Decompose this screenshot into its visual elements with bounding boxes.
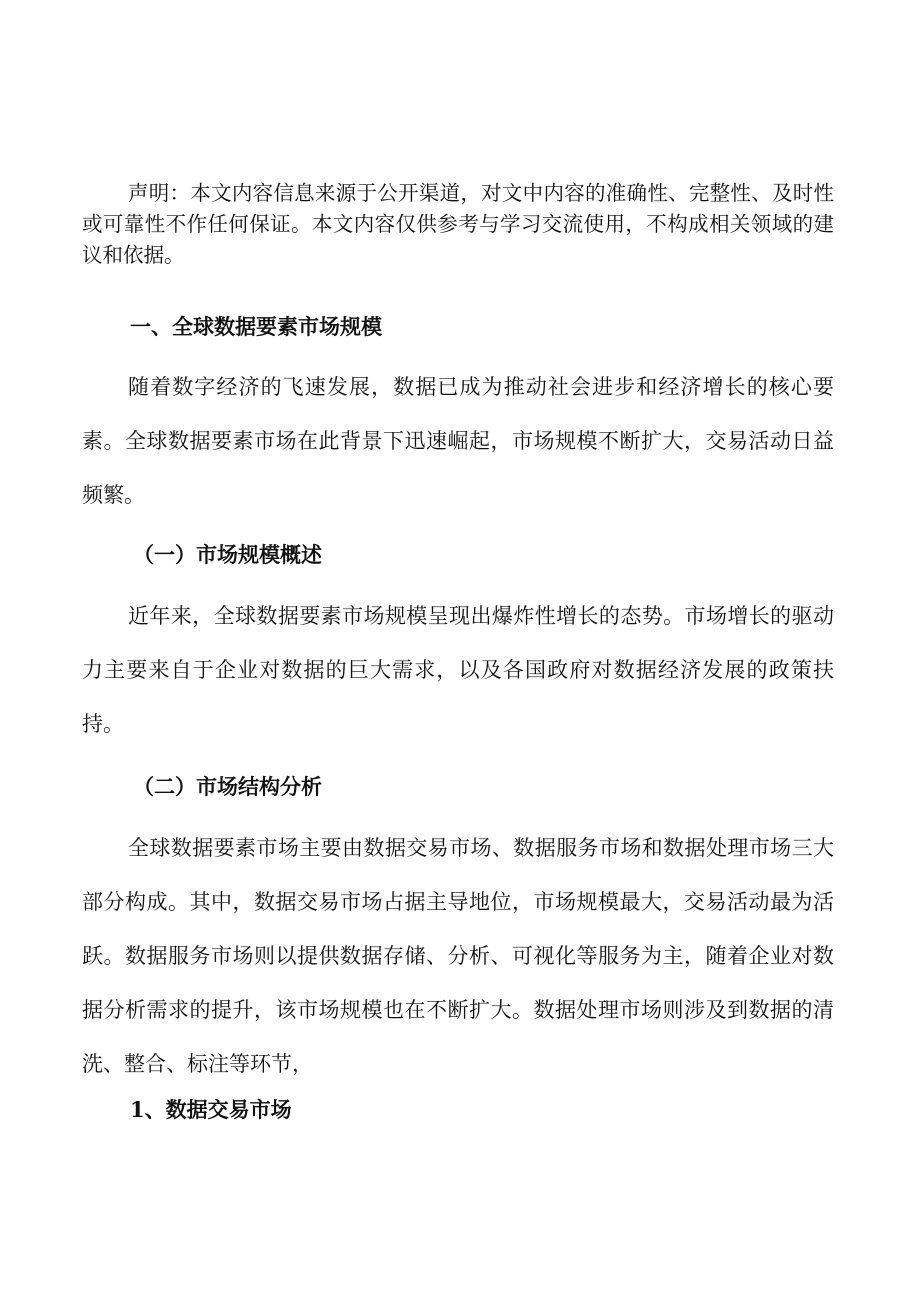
intro-paragraph: 随着数字经济的飞速发展，数据已成为推动社会进步和经济增长的核心要素。全球数据要素市场在此背景下迅速崛起，市场规模不断扩大，交易活动日益频繁。 [82,375,834,507]
subheading-market-structure: （二）市场结构分析 [133,774,322,799]
subheading-market-overview: （一）市场规模概述 [133,542,322,567]
subheading-data-trading-market: 1、数据交易市场 [130,1097,292,1122]
market-overview-paragraph: 近年来，全球数据要素市场规模呈现出爆炸性增长的态势。市场增长的驱动力主要来自于企业对数据的巨大需求，以及各国政府对数据经济发展的政策扶持。 [82,604,834,736]
section-heading-global-market-scale: 一、全球数据要素市场规模 [130,314,382,339]
disclaimer-paragraph: 声明：本文内容信息来源于公开渠道，对文中内容的准确性、完整性、及时性或可靠性不作任何保证。本文内容仅供参考与学习交流使用，不构成相关领域的建议和依据。 [82,181,834,267]
market-structure-paragraph: 全球数据要素市场主要由数据交易市场、数据服务市场和数据处理市场三大部分构成。其中，数据交易市场占据主导地位，市场规模最大，交易活动最为活跃。数据服务市场则以提供数据存储、分析、可视化等服务为主，随着企业对数据分析需求的提升，该市场规模也在不断扩大。数据处理市场则涉及到数据的清洗、整合、标注等环节， [82,836,834,1076]
